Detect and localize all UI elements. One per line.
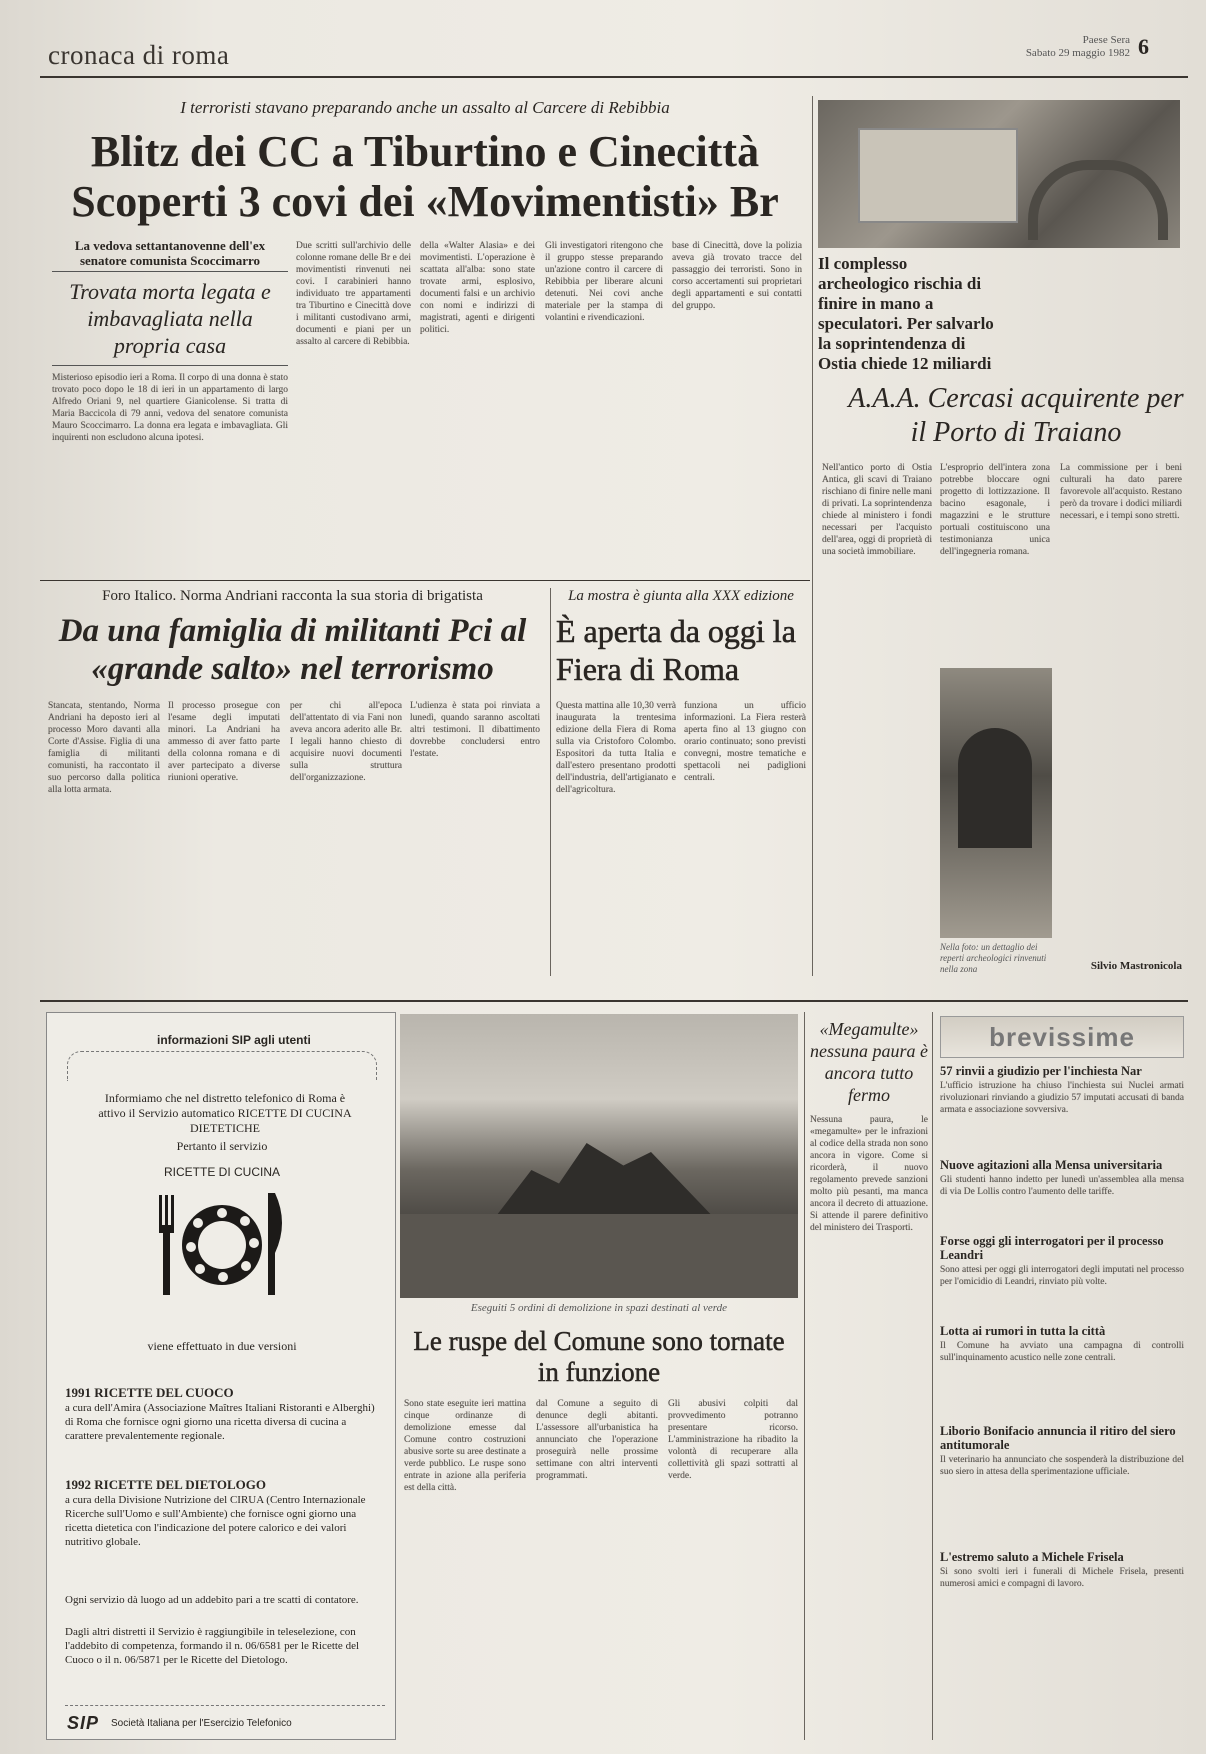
sip-ad-header: informazioni SIP agli utenti: [157, 1033, 311, 1047]
brevissime-item: [940, 1234, 1184, 1316]
story7-headline: «Megamulte» nessuna paura è ancora tutto fermo: [810, 1019, 928, 1105]
sip-ad-item2-title: 1992 RICETTE DEL DIETOLOGO: [65, 1477, 266, 1492]
header-rule: [40, 76, 1188, 78]
brevissime-item: [940, 1324, 1184, 1416]
story1-bottom-rule: [40, 580, 810, 581]
story4-headline: Da una famiglia di militanti Pci al «grande salto» nel terrorismo: [58, 613, 527, 687]
brevissime-item-text: Si sono svolti ieri i funerali di Michele Frisela, presenti numerosi amici e compagni di lavoro.: [940, 1567, 1184, 1589]
right-column-rule: [812, 96, 813, 976]
story1-kicker: I terroristi stavano preparando anche un assalto al Carcere di Rebibbia: [180, 98, 670, 117]
brevissime-item: [940, 1550, 1184, 1656]
story4-text-col3: per chi all'epoca dell'attentato di via Fani non aveva ancora aderito alle Br. I legali hanno chiesto di acquisire nuovi documenti sulla struttura dell'organizzazione.: [290, 701, 402, 783]
ruins-photo: [940, 668, 1052, 938]
story6-text-col3: Gli abusivi colpiti dal provvedimento potranno presentare ricorso. L'amministrazione ha ribadito la volontà di recuperare alla collettività gli spazi sottratti al verde.: [668, 1399, 798, 1481]
fork-dial-knife-icon: [147, 1185, 297, 1305]
masthead-info: [1000, 34, 1130, 60]
publication-date: Sabato 29 maggio 1982: [1025, 47, 1130, 59]
story5-left-rule: [550, 588, 551, 976]
sip-advertisement: [46, 1012, 396, 1740]
demolition-photo-caption: Eseguiti 5 ordini di demolizione in spazi destinati al verde: [470, 1302, 728, 1314]
story7-left-rule: [804, 1012, 805, 1740]
brevissime-item-title: 57 rinvii a giudizio per l'inchiesta Nar: [940, 1064, 1142, 1078]
ruins-photo-caption: Nella foto: un dettaglio dei reperti archeologici rinvenuti nella zona: [940, 942, 1047, 974]
story2-text: Misterioso episodio ieri a Roma. Il corpo di una donna è stato trovato poco dopo le 18 di ieri in un appartamento di largo Alfredo Oriani 9, nel quartiere Gianicolense. Si tratta di Maria Baccicola di 79 anni, vedova del senatore comunista Mauro Scoccimarro. La donna era legata e imbavagliata. Gli inquirenti non escludono alcuna ipotesi.: [52, 373, 288, 443]
sip-ad-frame: [67, 1051, 377, 1081]
story4-text-col2: Il processo prosegue con l'esame degli imputati minori. La Andriani ha ammesso di aver fatto parte della colonna romana e di aver partecipato a diverse riunioni operative.: [168, 701, 280, 783]
sip-ad-item1-text: a cura dell'Amira (Associazione Maîtres Italiani Ristoranti e Alberghi) di Roma che fornisce ogni giorno una ricetta diversa di cucina a carattere prevalentemente regionale.: [65, 1402, 375, 1442]
brevissime-item-title: Liborio Bonifacio annuncia il ritiro del siero antitumorale: [940, 1424, 1176, 1452]
story1-text-col1: Due scritti sull'archivio delle colonne romane delle Br e dei movimentisti rinvenuti nei covi. I carabinieri hanno individuato tre appartamenti tra Tiburtino e Cinecittà dove i militanti custodivano armi, documenti e piani per un assalto al carcere di Rebibbia.: [296, 241, 411, 347]
story5-text-col2: funziona un ufficio informazioni. La Fiera resterà aperta fino al 13 giugno con orario continuato; sono previsti convegni, mostre tematiche e spettacoli nei padiglioni centrali.: [684, 701, 806, 783]
story2-headline: Trovata morta legata e imbavagliata nella propria casa: [52, 278, 288, 366]
brevissime-item-title: L'estremo saluto a Michele Frisela: [940, 1550, 1124, 1564]
sip-ad-item1-title: 1991 RICETTE DEL CUOCO: [65, 1385, 234, 1400]
story1-text-col4: base di Cinecittà, dove la polizia aveva già trovato tracce del passaggio dei terroristi. Sono in corso accertamenti sui proprietari degli appartamenti e sui contatti del gruppo.: [672, 241, 802, 311]
sip-ad-pertanto: Pertanto il servizio: [176, 1139, 268, 1153]
story1-text-col3: Gli investigatori ritengono che il gruppo stesse preparando un'azione contro il carcere di Rebibbia per liberare alcuni detenuti. Nei covi anche materiale per la stampa di volantini e rivendicazioni.: [545, 241, 663, 323]
story1-text-col2: della «Walter Alasia» e dei movimentisti. L'operazione è scattata all'alba: sono state trovate armi, esplosivo, documenti falsi e un archivio con nomi e indirizzi di magistrati, agenti e dirigenti politici.: [420, 241, 535, 335]
publication-name: Paese Sera: [1082, 34, 1130, 46]
story6-text-col2: dal Comune a seguito di denunce degli abitanti. L'assessore all'urbanistica ha annunciato che l'operazione proseguirà nelle prossime settimane con altri interventi programmati.: [536, 1399, 658, 1481]
brevissime-item-text: Il veterinario ha annunciato che sospenderà la distribuzione del suo siero in attesa della sperimentazione ufficiale.: [940, 1455, 1184, 1477]
story6-headline: Le ruspe del Comune sono tornate in funzione: [413, 1326, 785, 1387]
sip-ad-note2: Dagli altri distretti il Servizio è raggiungibile in teleselezione, con l'addebito di competenza, formando il n. 06/6581 per le Ricette del Cuoco o il n. 06/5871 per le Ricette del Dietologo.: [65, 1626, 360, 1666]
brevissime-item: [940, 1158, 1184, 1226]
story5-headline: È aperta da oggi la Fiera di Roma: [556, 613, 796, 687]
story3-caption-bold: Il complesso archeologico rischia di finire in mano a speculatori. Per salvarlo la soprintendenza di Ostia chiede 12 miliardi: [818, 254, 994, 373]
sip-ad-intro: Informiamo che nel distretto telefonico di Roma è attivo il Servizio automatico RICETTE DI CUCINA DIETETICHE: [98, 1091, 352, 1135]
story3-headline: A.A.A. Cercasi acquirente per il Porto di Traiano: [848, 383, 1184, 448]
brevissime-item-title: Forse oggi gli interrogatori per il processo Leandri: [940, 1234, 1164, 1262]
sip-ad-item2-text: a cura della Divisione Nutrizione del CIRUA (Centro Internazionale Ricerche sull'Uomo e sull'Ambiente) che fornisce ogni giorno una ricetta dietetica con l'indicazione del potere calorico e dei valori nutritivo globale.: [65, 1494, 366, 1548]
sip-logo: SIP: [67, 1713, 100, 1733]
brevissime-item-title: Nuove agitazioni alla Mensa universitaria: [940, 1158, 1163, 1172]
story4-text-col4: L'udienza è stata poi rinviata a lunedì, quando saranno ascoltati altri testimoni. Il dibattimento dovrebbe concludersi entro l'estate.: [410, 701, 540, 759]
story1-headline-line2: Scoperti 3 covi dei «Movimentisti» Br: [71, 177, 779, 226]
story3-text-col3: La commissione per i beni culturali ha dato parere favorevole all'acquisto. Restano però da trovare i dodici miliardi necessari, e i tempi sono stretti.: [1060, 463, 1182, 521]
sip-footer-text: Società Italiana per l'Esercizio Telefonico: [111, 1718, 292, 1729]
brevissime-left-rule: [932, 1012, 933, 1740]
story7-text: Nessuna paura, le «megamulte» per le infrazioni al codice della strada non sono ancora in vigore. Come si ricorderà, il nuovo regolamento prevede sanzioni molto più pesanti, ma manca ancora il decreto di attuazione. Si attende il parere definitivo del ministero dei Trasporti.: [810, 1115, 928, 1233]
brevissime-item-text: Gli studenti hanno indetto per lunedì un'assemblea alla mensa di via De Lollis contro l'aumento delle tariffe.: [940, 1175, 1184, 1197]
story2-kicker: La vedova settantanovenne dell'ex senatore comunista Scoccimarro: [52, 238, 288, 272]
brevissime-item: [940, 1064, 1184, 1150]
story6-text-col1: Sono state eseguite ieri mattina cinque ordinanze di demolizione emesse dal Comune contro costruzioni abusive sorte su aree destinate a verde pubblico. Le ruspe sono entrate in azione alla periferia est della città.: [404, 1399, 526, 1493]
story3-text-col2: L'esproprio dell'intera zona potrebbe bloccare ogni progetto di lottizzazione. Il bacino esagonale, i magazzini e le strutture portuali costituiscono una testimonianza unica dell'ingegneria romana.: [940, 463, 1050, 557]
archaeology-photo: [818, 100, 1180, 248]
story5-kicker: La mostra è giunta alla XXX edizione: [568, 588, 794, 604]
mid-page-rule: [40, 1000, 1188, 1002]
story2-box: [52, 238, 288, 568]
brevissime-item: [940, 1424, 1184, 1542]
story3-text-col1: Nell'antico porto di Ostia Antica, gli scavi di Traiano rischiano di finire nelle mani di privati. La soprintendenza chiede al ministero i fondi necessari per l'acquisto dell'area, oggi di proprietà di una società immobiliare.: [822, 463, 932, 557]
story1-headline-line1: Blitz dei CC a Tiburtino e Cinecittà: [90, 127, 760, 176]
story4-text-col1: Stancata, stentando, Norma Andriani ha deposto ieri al processo Moro davanti alla Corte d'Assise. Figlia di una famiglia di militanti comunisti, ha raccontato il suo percorso dalla politica alla lotta armata.: [48, 701, 160, 795]
sip-ad-service-name: RICETTE DI CUCINA: [163, 1165, 280, 1179]
brevissime-item-title: Lotta ai rumori in tutta la città: [940, 1324, 1106, 1338]
brevissime-list: [940, 1064, 1184, 1656]
section-name: cronaca di roma: [48, 40, 230, 70]
page-number: 6: [1138, 34, 1149, 59]
sip-ad-versions: viene effettuato in due versioni: [147, 1339, 297, 1353]
story4-kicker: Foro Italico. Norma Andriani racconta la sua storia di brigatista: [102, 588, 483, 604]
sip-ad-footer-rule: [65, 1705, 385, 1706]
demolition-photo: [400, 1014, 798, 1298]
brevissime-item-text: Sono attesi per oggi gli interrogatori degli imputati nel processo per l'omicidio di Leandri, rinviato più volte.: [940, 1265, 1184, 1287]
story3-byline: Silvio Mastronicola: [1090, 960, 1182, 972]
sip-ad-note1: Ogni servizio dà luogo ad un addebito pari a tre scatti di contatore.: [65, 1594, 359, 1606]
brevissime-item-text: L'ufficio istruzione ha chiuso l'inchiesta sui Nuclei armati rivoluzionari rinviando a giudizio 57 imputati accusati di banda armata e associazione sovversiva.: [940, 1081, 1184, 1115]
brevissime-banner: brevissime: [940, 1016, 1184, 1058]
brevissime-item-text: Il Comune ha avviato una campagna di controlli sull'inquinamento acustico nelle zone centrali.: [940, 1341, 1184, 1363]
story5-text-col1: Questa mattina alle 10,30 verrà inaugurata la trentesima edizione della Fiera di Roma sulla via Cristoforo Colombo. Espositori da tutta Italia e dall'estero presentano prodotti dell'industria, dell'artigianato e dell'agricoltura.: [556, 701, 676, 795]
